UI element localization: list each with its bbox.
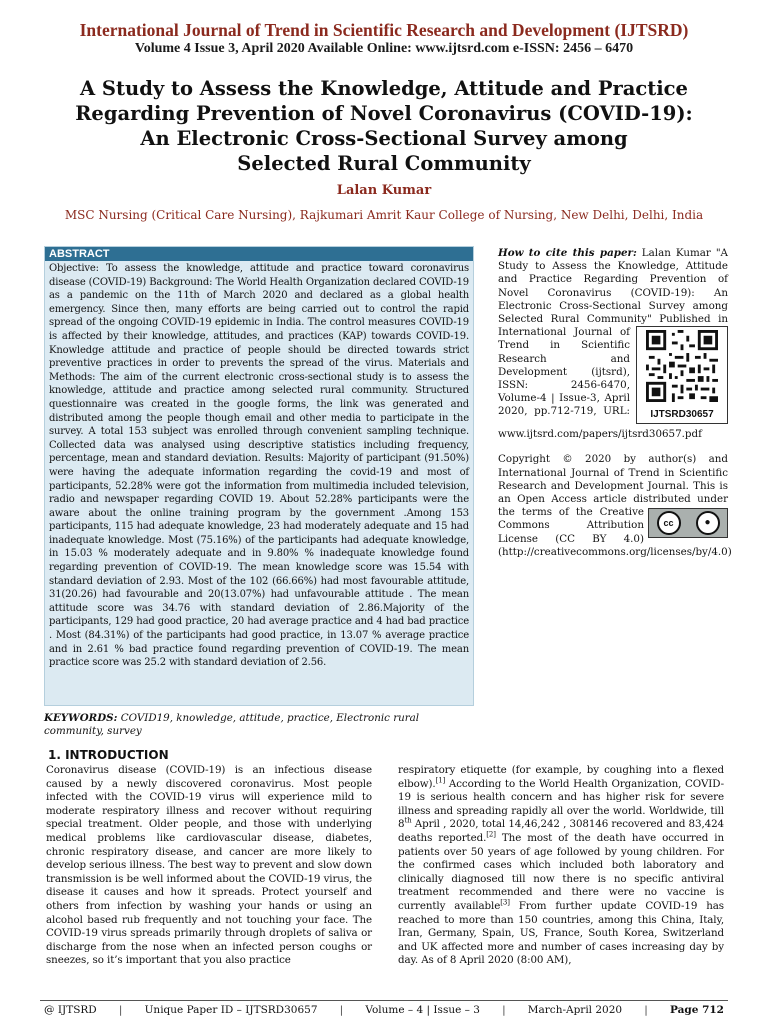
author-name: Lalan Kumar xyxy=(336,183,432,198)
intro-text: From further update COVID-19 has reached to more than 150 countries, among this China, Italy, Iran, Germany, Spain, US, France, South Korea, Switzerland and UK affected more and number of cases increasing day by day. As of 8 April 2020 (8:00 AM), xyxy=(398,899,724,967)
title-line: A Study to Assess the Knowledge, Attitude and Practice xyxy=(80,77,688,100)
footer-brand: @ IJTSRD xyxy=(44,1004,97,1016)
footer-page-number: Page 712 xyxy=(669,1004,724,1016)
volume-line: Volume 4 Issue 3, April 2020 Available Online: www.ijtsrd.com e-ISSN: 2456 – 6470 xyxy=(134,41,634,56)
keywords xyxy=(44,712,472,738)
qr-paper-id: IJTSRD30657 xyxy=(650,409,714,421)
footer-divider xyxy=(40,1000,728,1001)
citation-text: Lalan Kumar "A Study to Assess the Knowledge, Attitude and Practice Regarding Prevention of Novel Coronavirus (COVID-19): An Electronic Cross-Sectional Survey among Selected Rural Community" Published in xyxy=(498,247,728,326)
qr-code[interactable] xyxy=(636,326,728,424)
license-text: under the terms of the Creative Commons Attribution License (CC BY 4.0) (http://creativecommons.org/licenses/by/4.0) xyxy=(498,493,732,558)
qr-icon xyxy=(646,330,718,402)
title-line: Regarding Prevention of Novel Coronavirus (COVID-19): xyxy=(75,102,693,125)
footer-separator: | xyxy=(118,1004,123,1016)
reference-link[interactable]: [3] xyxy=(500,898,510,907)
citation-panel xyxy=(498,247,732,559)
intro-text: respiratory etiquette (for example, by coughing into a flexed elbow). xyxy=(398,764,724,790)
citation-label: How to cite this paper: xyxy=(498,247,637,259)
intro-text: According to the World Health Organization, COVID-19 is serious health concern and has higher risk for severe illness and spreading rapidly all over the world. Worldwide, till 8 xyxy=(398,777,724,831)
cc-icon: cc xyxy=(657,511,681,535)
intro-text: April , 2020, total 14,46,242 , 308146 recovered and 83,424 deaths reported. xyxy=(398,818,724,844)
abstract-text: Objective: To assess the knowledge, attitude and practice toward coronavirus disease (COVID-19) Background: The World Health Organization declared COVID-19 as a pandemic on the 11th of March 2020 and declared as a global health emergency. Since then, many efforts are being carried out to control the rapid spread of the ongoing COVID-19 epidemic in India. The control measures COVID-19 is affected by their knowledge, attitudes, and practices (KAP) towards COVID-19. Knowledge attitude and practice of people should be directed towards strict preventive practices in order to prevents the spread of the virus. Materials and Methods: The aim of the current electronic cross-sectional study is to assess the knowledge, attitude and practice among selected rural community. Structured questionnaire was created in the google forms, the link was generated and distributed among the people though email and other media to participate in the survey. A total 153 subject was enrolled through convenient sampling technique. Collected data was analysed using descriptive statistics including frequency, percentage, mean and standard deviation. Results: Majority of participant (91.50%) were having the adequate information regarding the covid-19 and most of participants, 52.28% were got the information from multimedia included television, radio and newspaper regarding COVID 19. About 52.28% participants were the aware about the online training program by the government .Among 153 participants, 115 had adequate knowledge, 23 had moderately adequate and 15 had inadequate knowledge. Most (75.16%) of the participants had adequate knowledge, in 15.03 % moderately adequate and in 9.80% % inadequate knowledge found regarding prevention of COVID-19. The mean knowledge score was 15.54 with standard deviation of 2.93. Most of the 102 (66.66%) had most favourable attitude, 31(20.26) had favourable and 20(13.07%) had unfavourable attitude . The mean attitude score was 34.76 with standard deviation of 2.86.Majority of the participants, 129 had good practice, 20 had average practice and 4 had bad practice . Most (84.31%) of the participants had good practice, in 13.07 % average practice and in 2.61 % bad practice found regarding prevention of COVID-19. The mean practice score was 25.2 with standard deviation of 2.56. xyxy=(49,263,469,669)
title-line: An Electronic Cross-Sectional Survey among xyxy=(140,127,628,150)
footer-separator: | xyxy=(339,1004,344,1016)
by-person-icon: ● xyxy=(696,511,720,535)
superscript: th xyxy=(404,816,412,825)
paper-title xyxy=(40,76,728,176)
footer-date: March-April 2020 xyxy=(527,1004,623,1016)
journal-name: International Journal of Trend in Scientific Research and Development (IJTSRD) xyxy=(79,20,689,40)
intro-column-left: Coronavirus disease (COVID-19) is an infectious disease caused by a newly discovered coronavirus. Most people infected with the COVID-19 virus will experience mild to moderate respiratory illness and recover without requiring special treatment. Older people, and those with underlying medical problems like cardiovascular disease, diabetes, chronic respiratory disease, and cancer are more likely to develop serious illness. The best way to prevent and slow down transmission is be well informed about the COVID-19 virus, the disease it causes and how it spreads. Protect yourself and others from infection by washing your hands or using an alcohol based rub frequently and not touching your face. The COVID-19 virus spreads primarily through droplets of saliva or discharge from the nose when an infected person coughs or sneezes, so it’s important that you also practice xyxy=(46,764,372,967)
title-line: Selected Rural Community xyxy=(237,152,531,175)
keywords-label: KEYWORDS: xyxy=(44,712,118,724)
reference-link[interactable]: [2] xyxy=(486,830,496,839)
footer-separator: | xyxy=(644,1004,648,1016)
footer-volume: Volume – 4 | Issue – 3 xyxy=(365,1004,480,1016)
affiliation: MSC Nursing (Critical Care Nursing), Rajkumari Amrit Kaur College of Nursing, New Delhi, Delhi, India xyxy=(64,208,704,222)
cc-by-badge[interactable] xyxy=(648,508,728,538)
intro-column-right xyxy=(398,764,724,968)
intro-text: The most of the death have occurred in patients over 50 years of age followed by young children. For the confirmed cases which included both laboratory and clinically diagnosed till now there is no specific antiviral treatment recommended and there were no vaccine is currently available xyxy=(398,831,724,912)
footer-paper-id: Unique Paper ID – IJTSRD30657 xyxy=(144,1004,318,1016)
abstract-box xyxy=(44,246,474,706)
section-heading-introduction: 1. INTRODUCTION xyxy=(48,748,169,762)
citation-details: International Journal of Trend in Scientific Research and Development (ijtsrd), ISSN: 2456-6470, Volume-4 | Issue-3, April 2020, pp.712-719, URL: www.ijtsrd.com/papers/ijtsrd30657.pdf xyxy=(498,326,702,441)
footer-separator: | xyxy=(502,1004,506,1016)
copyright-text: Copyright © 2020 by author(s) and International Journal of Trend in Scientific Research and Development Journal. This is an Open Access article distributed xyxy=(498,453,728,506)
page-footer xyxy=(44,1004,724,1016)
reference-link[interactable]: [1] xyxy=(435,776,446,785)
abstract-heading: ABSTRACT xyxy=(45,247,473,261)
keywords-text: COVID19, knowledge, attitude, practice, Electronic rural community, survey xyxy=(44,712,420,737)
